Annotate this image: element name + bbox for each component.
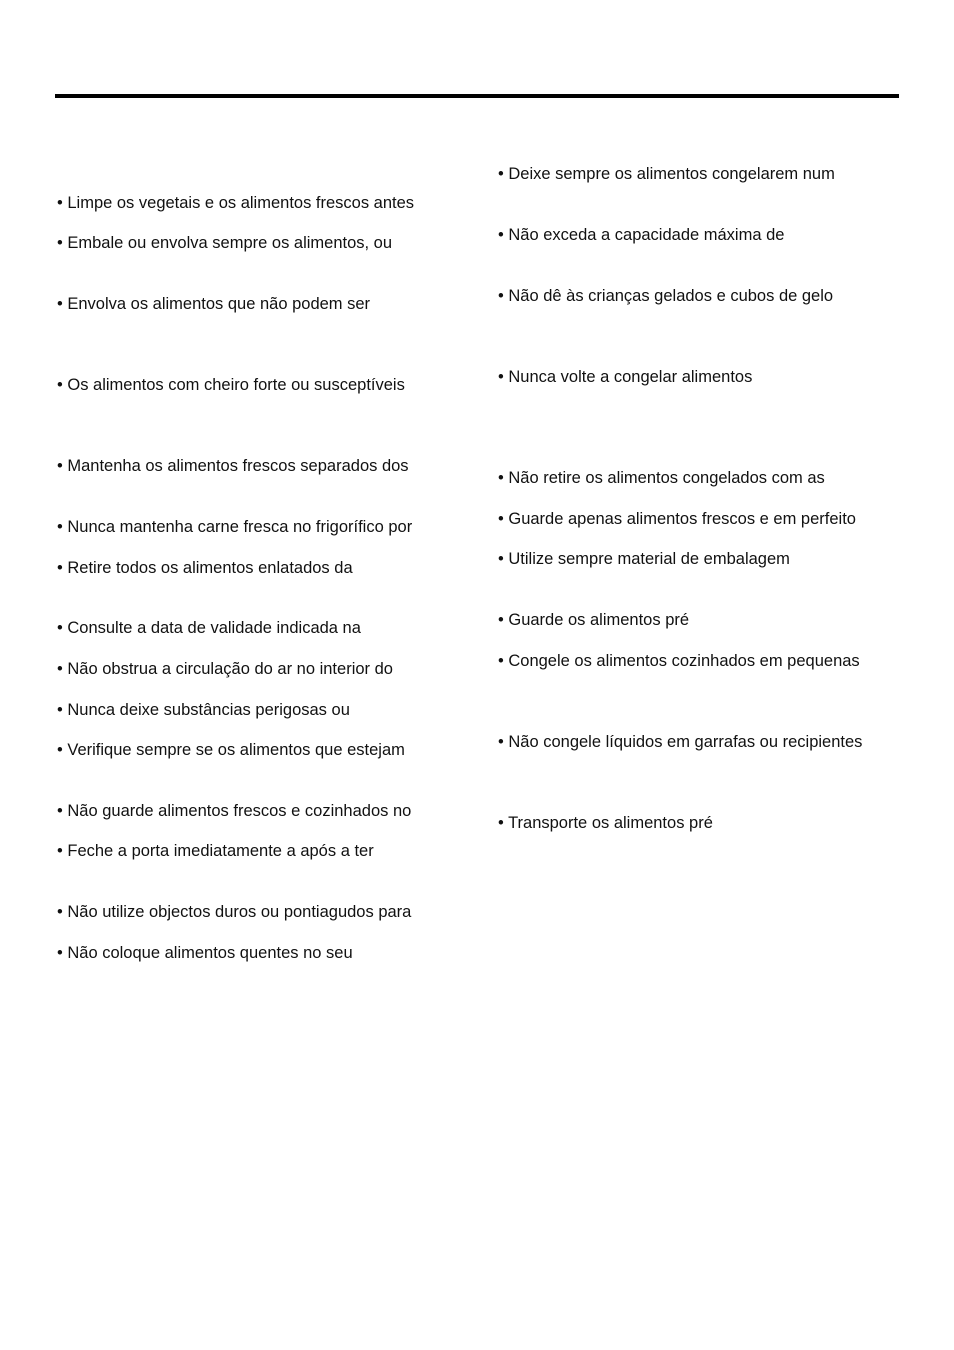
list-item: • Limpe os vegetais e os alimentos frescos antes bbox=[57, 194, 415, 212]
list-item: • Guarde apenas alimentos frescos e em perfeito bbox=[498, 510, 856, 528]
list-item: • Nunca deixe substâncias perigosas ou bbox=[57, 701, 350, 719]
list-item: • Deixe sempre os alimentos congelarem num bbox=[498, 165, 835, 183]
list-item: • Retire todos os alimentos enlatados da bbox=[57, 559, 353, 577]
list-item: • Não obstrua a circulação do ar no interior do bbox=[57, 660, 393, 678]
list-item: • Nunca mantenha carne fresca no frigorífico por bbox=[57, 518, 413, 536]
list-item: • Consulte a data de validade indicada na bbox=[57, 619, 361, 637]
list-item: • Os alimentos com cheiro forte ou susceptíveis bbox=[57, 376, 405, 394]
list-item: • Não exceda a capacidade máxima de bbox=[498, 226, 785, 244]
list-item: • Não congele líquidos em garrafas ou recipientes bbox=[498, 733, 863, 751]
list-item: • Congele os alimentos cozinhados em pequenas bbox=[498, 652, 860, 670]
list-item: • Envolva os alimentos que não podem ser bbox=[57, 295, 371, 313]
list-item: • Embale ou envolva sempre os alimentos, ou bbox=[57, 234, 393, 252]
list-item: • Feche a porta imediatamente a após a ter bbox=[57, 842, 374, 860]
list-item: • Não utilize objectos duros ou pontiagudos para bbox=[57, 903, 412, 921]
list-item: • Não retire os alimentos congelados com as bbox=[498, 469, 825, 487]
list-item: • Mantenha os alimentos frescos separados dos bbox=[57, 457, 409, 475]
list-item: • Guarde os alimentos pré bbox=[498, 611, 690, 629]
list-item: • Utilize sempre material de embalagem bbox=[498, 550, 790, 568]
list-item: • Nunca volte a congelar alimentos bbox=[498, 368, 753, 386]
list-item: • Não guarde alimentos frescos e cozinhados no bbox=[57, 802, 412, 820]
list-item: • Transporte os alimentos pré bbox=[498, 814, 713, 832]
list-item: • Não coloque alimentos quentes no seu bbox=[57, 944, 353, 962]
list-item: • Não dê às crianças gelados e cubos de gelo bbox=[498, 287, 834, 305]
header-rule bbox=[55, 94, 899, 98]
list-item: • Verifique sempre se os alimentos que estejam bbox=[57, 741, 405, 759]
